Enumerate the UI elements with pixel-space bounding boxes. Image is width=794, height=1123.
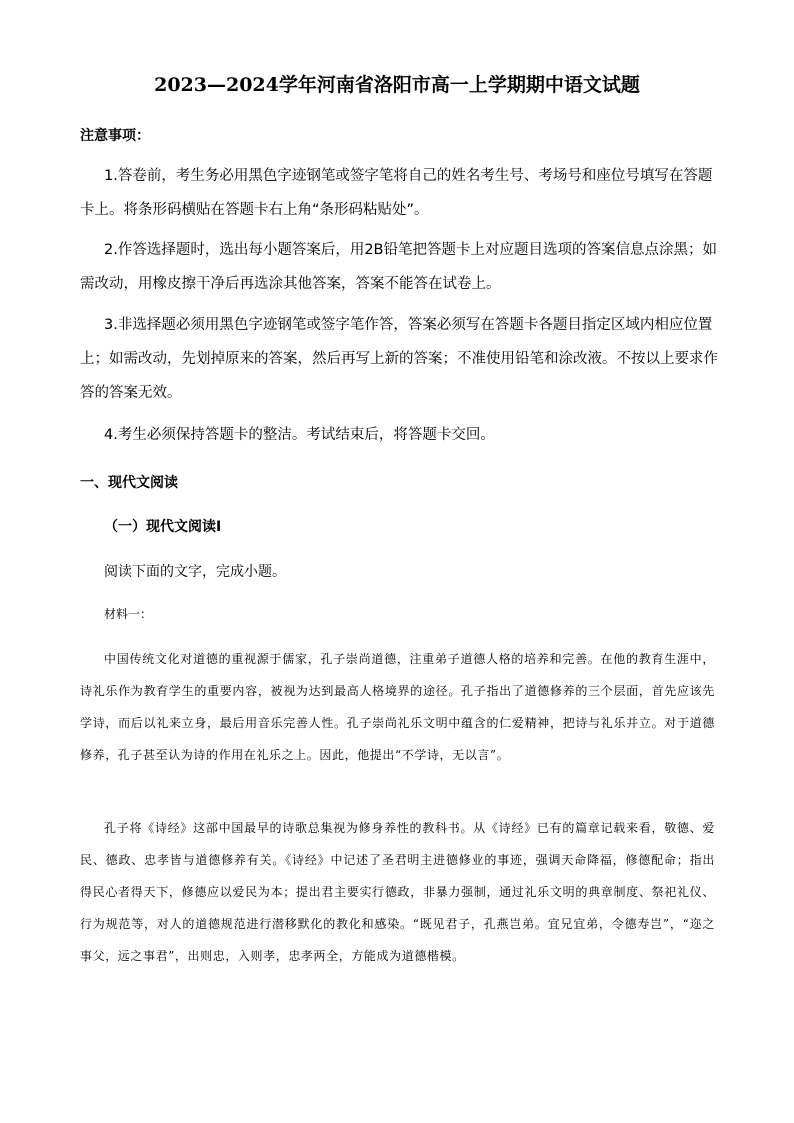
subsection-heading: （一）现代文阅读Ⅰ (104, 519, 222, 535)
material-label: 材料一： (104, 607, 153, 621)
notice-item-1: 1.答卷前，考生务必用黑色字迹钢笔或签字笔将自己的姓名考生号、考场号和座位号填写在答题卡上。将条形码横贴在答题卡右上角“条形码粘贴处”。 (80, 168, 713, 218)
section-heading: 一、现代文阅读 (80, 475, 178, 491)
notice-item-2: 2.作答选择题时，选出每小题答案后，用2B铅笔把答题卡上对应题目选项的答案信息点涂黑；如需改动，用橡皮擦干净后再选涂其他答案，答案不能答在试卷上。 (80, 242, 718, 292)
exam-title: 2023—2024学年河南省洛阳市高一上学期期中语文试题 (154, 74, 640, 96)
notice-item-3: 3.非选择题必须用黑色字迹钢笔或签字笔作答，答案必须写在答题卡各题目指定区域内相应位置上；如需改动，先划掉原来的答案，然后再写上新的答案；不准使用铅笔和涂改液。不按以上要求作答的答案无效。 (80, 317, 718, 401)
notice-heading: 注意事项： (80, 128, 150, 144)
notice-item-4: 4.考生必须保持答题卡的整洁。考试结束后，将答题卡交回。 (104, 427, 495, 443)
material-paragraph-2: 孔子将《诗经》这部中国最早的诗歌总集视为修身养性的教科书。从《诗经》已有的篇章记载来看，敬德、爱民、德政、忠孝皆与道德修养有关。《诗经》中记述了圣君明主进德修业的事迹，强调天命降福，修德配命；指出得民心者得天下，修德应以爱民为本；提出君主要实行德政，非暴力强制，通过礼乐文明的典章制度、祭祀礼仪、行为规范等，对人的道德规范进行潜移默化的教化和感染。“既见君子，孔燕岂弟。宜兄宜弟，令德寿岂”，“迩之事父，远之事君”，出则忠，入则孝，忠孝两全，方能成为道德楷模。 (80, 821, 715, 963)
reading-instruction: 阅读下面的文字，完成小题。 (104, 564, 286, 580)
material-paragraph-1: 中国传统文化对道德的重视源于儒家，孔子崇尚道德，注重弟子道德人格的培养和完善。在他的教育生涯中，诗礼乐作为教育学生的重要内容，被视为达到最高人格境界的途径。孔子指出了道德修养的三个层面，首先应该先学诗，而后以礼来立身，最后用音乐完善人性。孔子崇尚礼乐文明中蕴含的仁爱精神，把诗与礼乐并立。对于道德修养，孔子甚至认为诗的作用在礼乐之上。因此，他提出“不学诗，无以言”。 (80, 652, 715, 762)
